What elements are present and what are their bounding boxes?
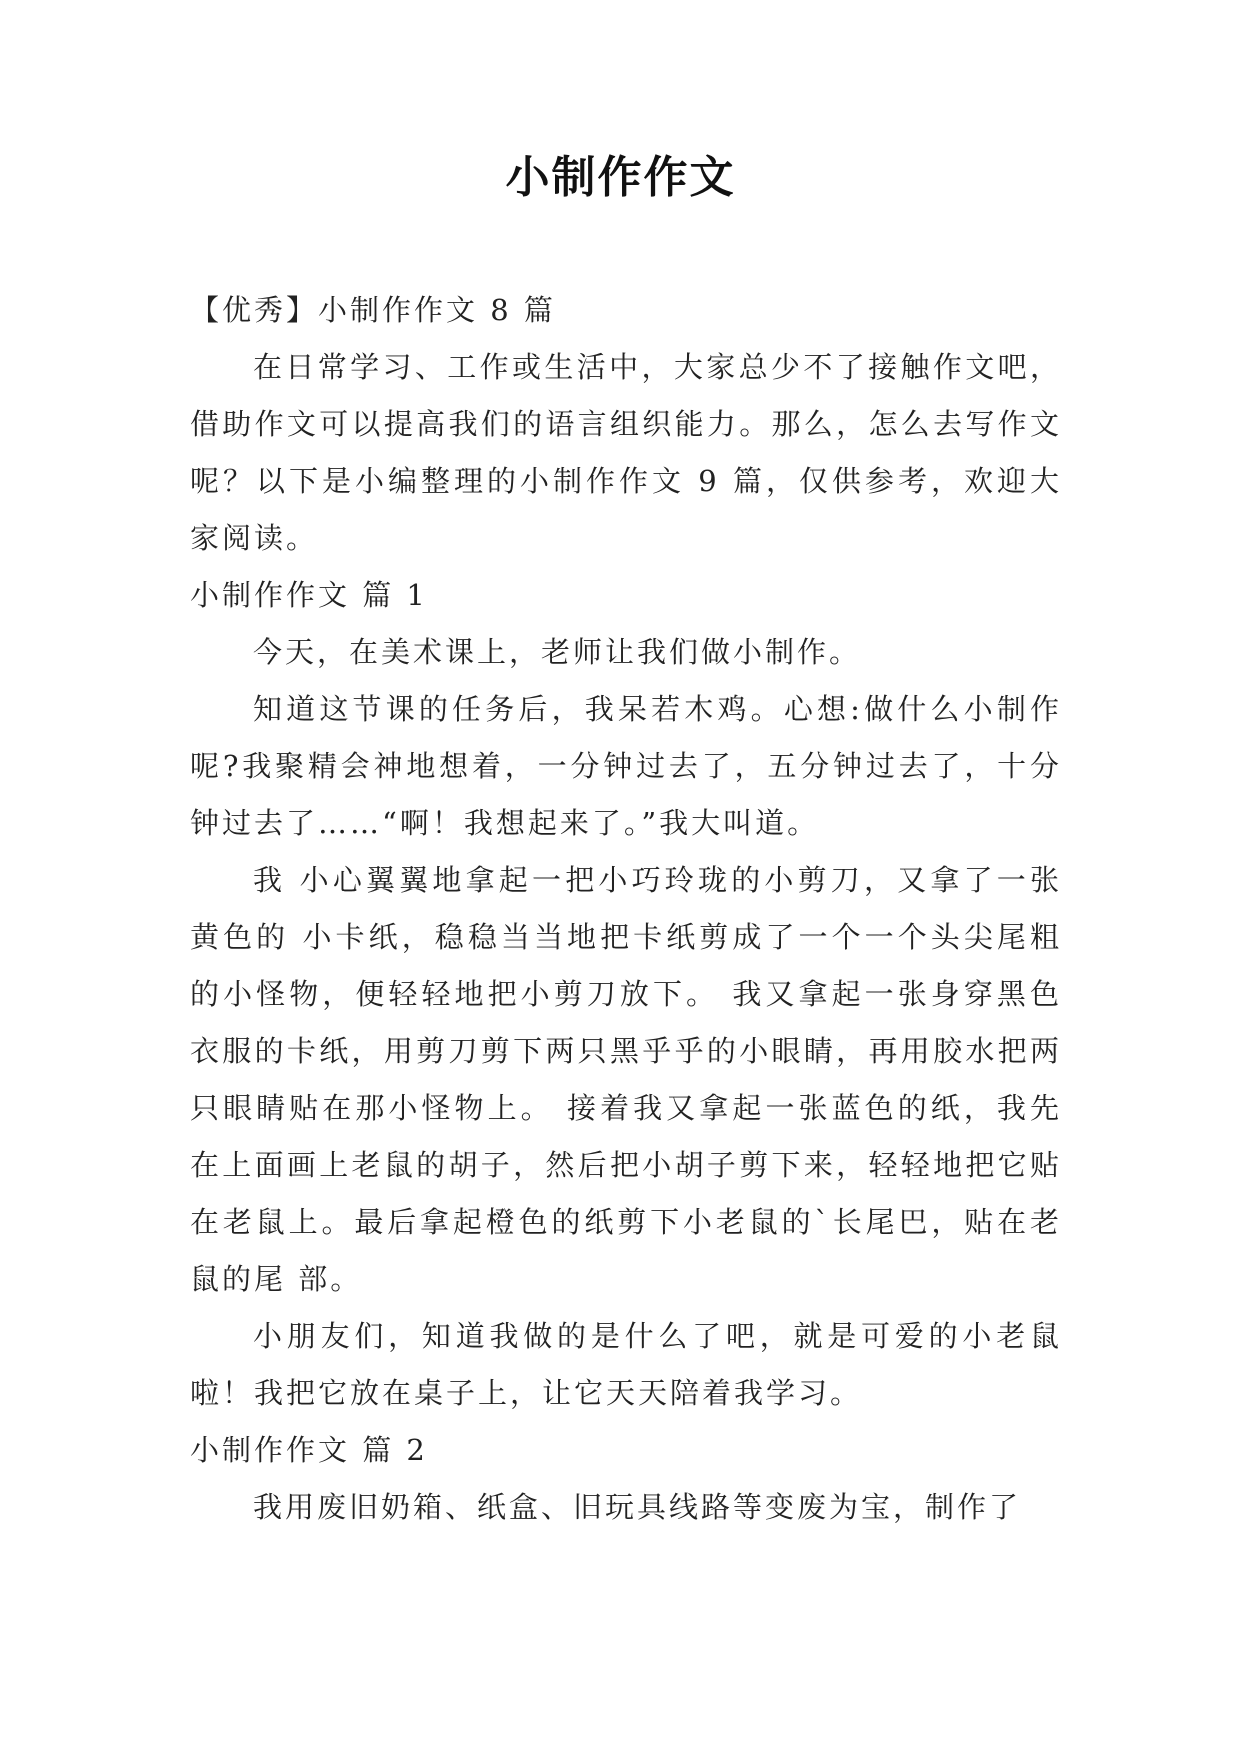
section-heading-1: 小制作作文 篇 1 bbox=[190, 578, 428, 612]
section-1-paragraph-1: 今天，在美术课上，老师让我们做小制作。 bbox=[253, 635, 862, 669]
document-subtitle: 【优秀】小制作作文 8 篇 bbox=[190, 293, 556, 327]
document-body bbox=[190, 282, 1062, 1536]
intro-paragraph: 在日常学习、工作或生活中，大家总少不了接触作文吧，借助作文可以提高我们的语言组织能力。那么，怎么去写作文呢？以下是小编整理的小制作作文 9 篇，仅供参考，欢迎大家阅读。 bbox=[190, 350, 1062, 555]
section-1-paragraph-4: 小朋友们，知道我做的是什么了吧，就是可爱的小老鼠啦！我把它放在桌子上，让它天天陪着我学习。 bbox=[190, 1319, 1062, 1410]
section-2-paragraph-1: 我用废旧奶箱、纸盒、旧玩具线路等变废为宝，制作了 bbox=[253, 1490, 1022, 1524]
section-1-paragraph-2: 知道这节课的任务后，我呆若木鸡。心想:做什么小制作呢?我聚精会神地想着，一分钟过去了，五分钟过去了，十分钟过去了……“啊！我想起来了。”我大叫道。 bbox=[190, 692, 1062, 840]
section-heading-2: 小制作作文 篇 2 bbox=[190, 1433, 428, 1467]
section-1-paragraph-3: 我 小心翼翼地拿起一把小巧玲珑的小剪刀，又拿了一张黄色的 小卡纸，稳稳当当地把卡纸剪成了一个一个头尖尾粗的小怪物，便轻轻地把小剪刀放下。 我又拿起一张身穿黑色衣服的卡纸，用剪刀剪下两只黑乎乎的小眼睛，再用胶水把两只眼睛贴在那小怪物上。 接着我又拿起一张蓝色的纸，我先在上面画上老鼠的胡子，然后把小胡子剪下来，轻轻地把它贴在老鼠上。最后拿起橙色的纸剪下小老鼠的`长尾巴，贴在老鼠的尾 部。 bbox=[190, 863, 1062, 1296]
document-title: 小制作作文 bbox=[505, 152, 736, 203]
